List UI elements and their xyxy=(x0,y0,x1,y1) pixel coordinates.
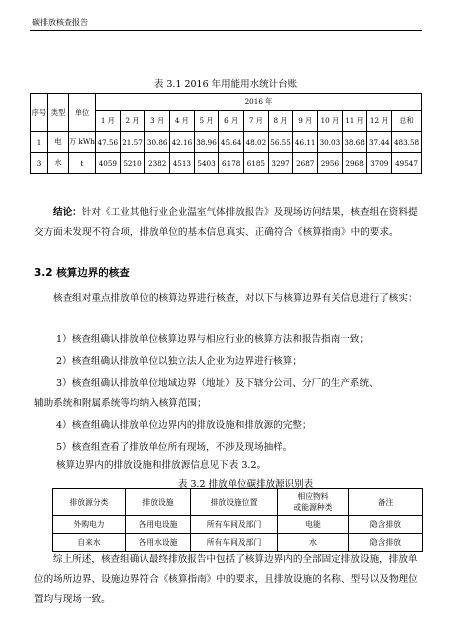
value-cell: 483.58 xyxy=(392,132,422,153)
row-unit: t xyxy=(69,153,96,174)
value-cell: 49547 xyxy=(392,153,422,174)
running-header: 碳排放核查报告 xyxy=(32,18,88,27)
table-cell: 隐含排放 xyxy=(349,516,423,534)
table-row xyxy=(53,534,423,552)
value-cell: 30.86 xyxy=(145,132,170,153)
value-cell: 21.57 xyxy=(120,132,145,153)
header-rule xyxy=(30,30,422,31)
month-header: 5 月 xyxy=(194,111,219,132)
conclusion-text: 针对《工业其他行业企业温室气体排放报告》及现场访问结果，核查组在资料提交方面未发现不符合项，排放单位的基本信息真实、正确符合《核算指南》中的要求。 xyxy=(34,207,418,238)
col-remark-header: 备注 xyxy=(349,489,423,516)
value-cell: 47.56 xyxy=(96,132,121,153)
value-cell: 3709 xyxy=(367,153,392,174)
col-seq-header: 序号 xyxy=(31,94,48,132)
year-header: 2016 年 xyxy=(96,94,422,111)
value-cell: 38.68 xyxy=(342,132,367,153)
month-header: 1 月 xyxy=(96,111,121,132)
conclusion-label: 结论： xyxy=(53,207,82,218)
value-cell: 3297 xyxy=(268,153,293,174)
value-cell: 6185 xyxy=(244,153,269,174)
summary-paragraph: 综上所述，核查组确认最终排放报告中包括了核算边界内的全部固定排放设施，排放单位的场所边界、设施边界符合《核算指南》中的要求，且排放设施的名称、型号以及物理位置均与现场一致。 xyxy=(34,554,418,605)
row-type: 电 xyxy=(48,132,69,153)
month-header: 8 月 xyxy=(268,111,293,132)
value-cell: 4513 xyxy=(170,153,195,174)
check-item-3-line2: 辅助系统和附属系统等均纳入核算范围； xyxy=(34,398,207,409)
month-header: 4 月 xyxy=(170,111,195,132)
emission-source-table xyxy=(52,488,423,552)
value-cell: 5210 xyxy=(120,153,145,174)
table-row xyxy=(31,153,422,174)
value-cell: 37.44 xyxy=(367,132,392,153)
row-seq: 1 xyxy=(31,132,48,153)
value-cell: 45.64 xyxy=(219,132,244,153)
intro-paragraph: 核查组对重点排放单位的核算边界进行核查，对以下与核算边界有关信息进行了核实： xyxy=(53,293,418,304)
value-cell: 48.02 xyxy=(244,132,269,153)
check-item-2: 2）核查组确认排放单位以独立法人企业为边界进行核算； xyxy=(56,356,302,367)
row-seq: 3 xyxy=(31,153,48,174)
month-header: 6 月 xyxy=(219,111,244,132)
value-cell: 2956 xyxy=(318,153,343,174)
check-item-4: 4）核查组确认排放单位边界内的排放设施和排放源的完整； xyxy=(56,420,312,431)
value-cell: 42.16 xyxy=(170,132,195,153)
value-cell: 4059 xyxy=(96,153,121,174)
table-cell: 所有车间及部门 xyxy=(191,534,278,552)
table-row xyxy=(53,516,423,534)
col-material-header: 相应物料 或能源种类 xyxy=(278,489,349,516)
check-item-1: 1）核查组确认排放单位核算边界与相应行业的核算方法和报告指南一致； xyxy=(56,334,370,345)
value-cell: 5403 xyxy=(194,153,219,174)
table-row xyxy=(31,132,422,153)
col-facility-header: 排放设施 xyxy=(126,489,191,516)
section-heading: 3.2 核算边界的核查 xyxy=(34,267,130,279)
value-cell: 2687 xyxy=(293,153,318,174)
value-cell: 2382 xyxy=(145,153,170,174)
table1-caption: 表 3.1 2016 年用能用水统计台账 xyxy=(153,79,298,90)
boundary-note: 核算边界内的排放设施和排放源信息见下表 3.2。 xyxy=(56,460,267,471)
table-cell: 各用电设施 xyxy=(126,516,191,534)
table-cell: 所有车间及部门 xyxy=(191,516,278,534)
month-header: 9 月 xyxy=(293,111,318,132)
table-cell: 电能 xyxy=(278,516,349,534)
value-cell: 2968 xyxy=(342,153,367,174)
row-unit: 万 kWh xyxy=(69,132,96,153)
value-cell: 38.96 xyxy=(194,132,219,153)
month-header: 2 月 xyxy=(120,111,145,132)
check-item-3-line1: 3）核查组确认排放单位地域边界（地址）及下辖分公司、分厂的生产系统、 xyxy=(56,378,379,389)
check-item-5: 5）核查组查看了排放单位所有现场，不涉及现场抽样。 xyxy=(56,442,293,453)
energy-water-table xyxy=(30,93,422,174)
month-header: 10 月 xyxy=(318,111,343,132)
table-cell: 隐含排放 xyxy=(349,534,423,552)
value-cell: 56.55 xyxy=(268,132,293,153)
table-cell: 水 xyxy=(278,534,349,552)
month-header: 11 月 xyxy=(342,111,367,132)
value-cell: 6178 xyxy=(219,153,244,174)
month-header: 7 月 xyxy=(244,111,269,132)
value-cell: 46.11 xyxy=(293,132,318,153)
month-header: 总和 xyxy=(392,111,422,132)
month-header: 12 月 xyxy=(367,111,392,132)
conclusion-paragraph xyxy=(34,203,425,243)
value-cell: 30.03 xyxy=(318,132,343,153)
col-location-header: 排放设施位置 xyxy=(191,489,278,516)
col-type-header: 类型 xyxy=(48,94,69,132)
col-source-header: 排放源分类 xyxy=(53,489,126,516)
col-unit-header: 单位 xyxy=(69,94,96,132)
table-cell: 各用水设施 xyxy=(126,534,191,552)
table2-caption: 表 3.2 排放单位碳排放源识别表 xyxy=(177,479,314,490)
row-type: 水 xyxy=(48,153,69,174)
month-header: 3 月 xyxy=(145,111,170,132)
table-cell: 外购电力 xyxy=(53,516,126,534)
table-cell: 自来水 xyxy=(53,534,126,552)
